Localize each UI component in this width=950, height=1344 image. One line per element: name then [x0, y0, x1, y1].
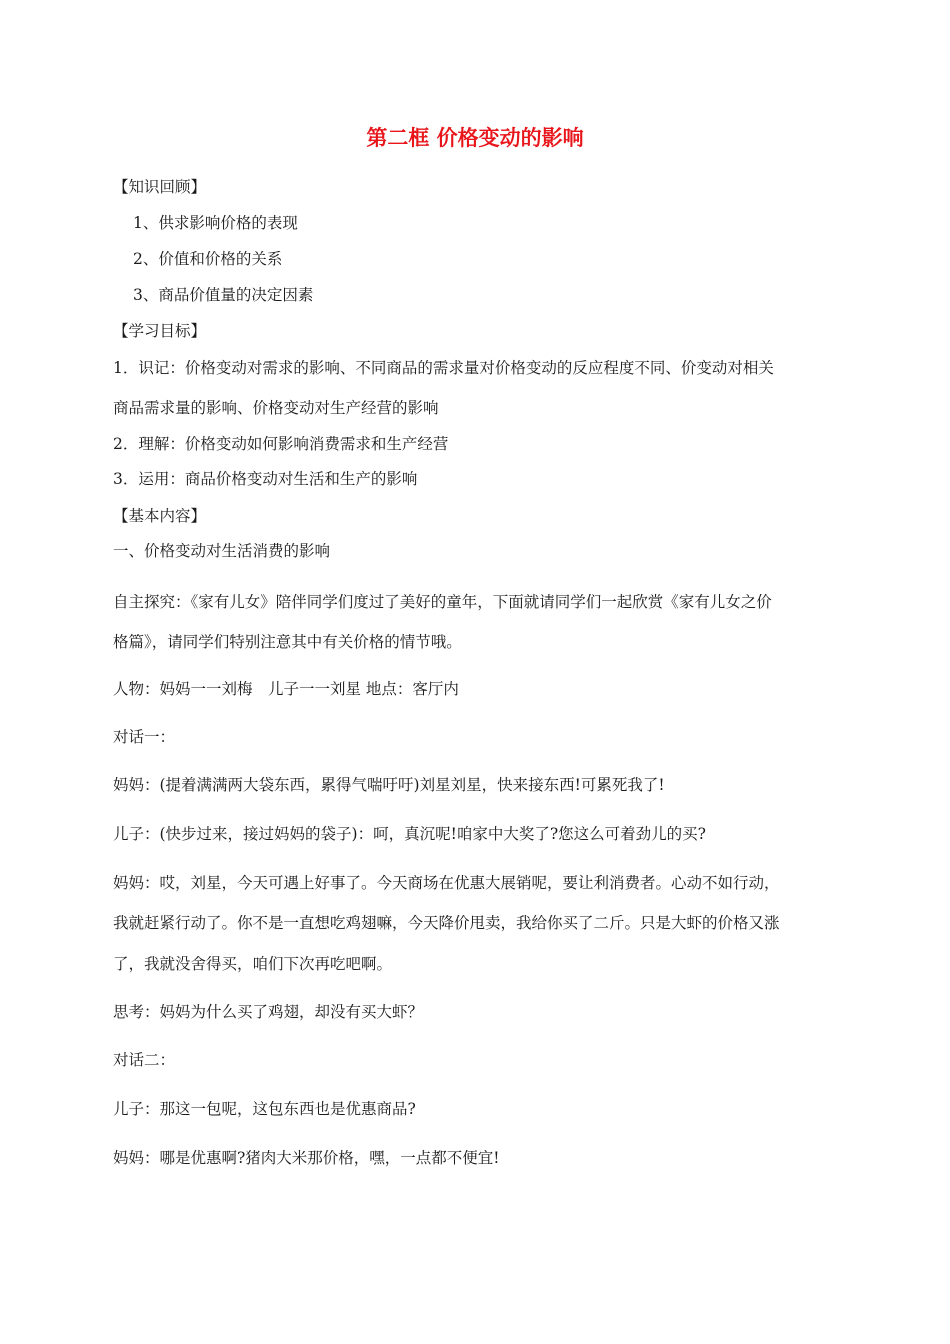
review-item: 1、供求影响价格的表现	[133, 214, 298, 232]
paragraph-line: 格篇》，请同学们特别注意其中有关价格的情节哦。	[113, 633, 462, 651]
paragraph-line: 对话二：	[113, 1051, 176, 1069]
review-heading: 【知识回顾】	[113, 178, 207, 196]
paragraph-line: 我就赶紧行动了。你不是一直想吃鸡翅嘛，今天降价甩卖，我给你买了二斤。只是大虾的价格又涨	[113, 914, 780, 932]
paragraph-line: 妈妈：(提着满满两大袋东西，累得气喘吁吁)刘星刘星，快来接东西!可累死我了!	[113, 776, 665, 794]
paragraph-line: 了，我就没舍得买，咱们下次再吃吧啊。	[113, 955, 393, 973]
paragraph-line: 对话一：	[113, 728, 176, 746]
goal-line: 2．理解：价格变动如何影响消费需求和生产经营	[113, 435, 449, 453]
content-heading: 【基本内容】	[113, 507, 207, 525]
goal-line: 1．识记：价格变动对需求的影响、不同商品的需求量对价格变动的反应程度不同、价变动对相关	[113, 359, 774, 377]
goal-line: 3．运用：商品价格变动对生活和生产的影响	[113, 470, 418, 488]
review-item: 2、价值和价格的关系	[133, 250, 283, 268]
section-heading: 一、价格变动对生活消费的影响	[113, 542, 331, 560]
paragraph-line: 儿子：(快步过来，接过妈妈的袋子)：呵，真沉呢!咱家中大奖了?您这么可着劲儿的买?	[113, 825, 706, 843]
paragraph-line: 儿子：那这一包呢，这包东西也是优惠商品?	[113, 1100, 416, 1118]
paragraph-line: 思考：妈妈为什么买了鸡翅，却没有买大虾？	[113, 1003, 424, 1021]
paragraph-line: 妈妈：哎，刘星，今天可遇上好事了。今天商场在优惠大展销呢，要让利消费者。心动不如行动，	[113, 874, 780, 892]
goal-line: 商品需求量的影响、价格变动对生产经营的影响	[113, 399, 439, 417]
goals-heading: 【学习目标】	[113, 322, 207, 340]
paragraph-line: 自主探究：《家有儿女》陪伴同学们度过了美好的童年，下面就请同学们一起欣赏《家有儿女之价	[113, 593, 772, 611]
paragraph-line: 妈妈：哪是优惠啊?猪肉大米那价格，嘿，一点都不便宜!	[113, 1149, 500, 1167]
paragraph-line: 人物：妈妈一一刘梅 儿子一一刘星 地点：客厅内	[113, 680, 459, 698]
review-item: 3、商品价值量的决定因素	[133, 286, 314, 304]
page-title: 第二框 价格变动的影响	[366, 126, 584, 150]
